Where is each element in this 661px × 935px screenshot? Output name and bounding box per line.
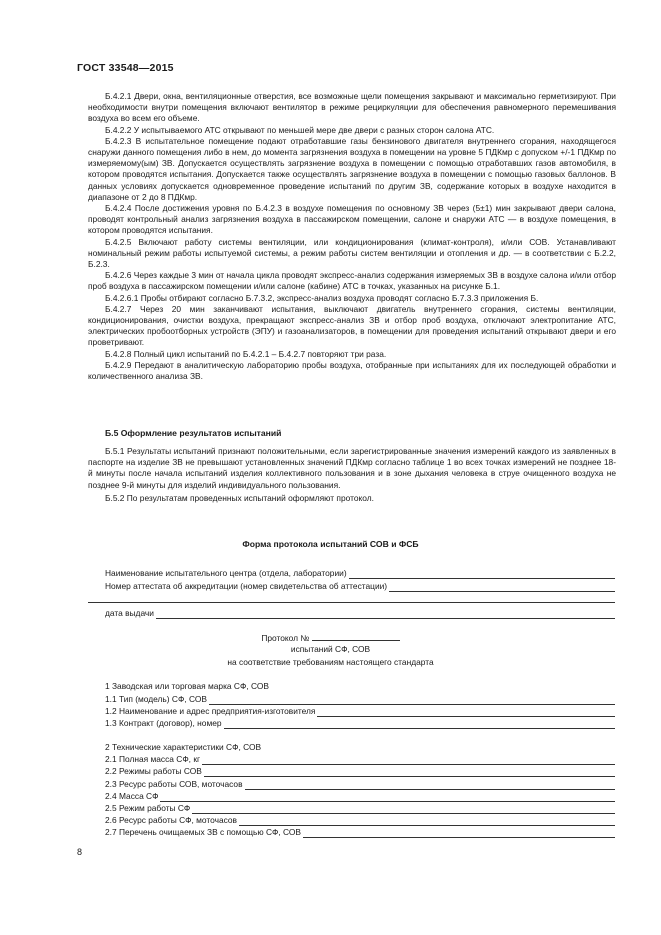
protocol-subtitle-2: на соответствие требованиям настоящего стандарта	[227, 657, 434, 667]
field-label: 1.3 Контракт (договор), номер	[105, 718, 222, 728]
sf-mass-field[interactable]	[105, 754, 615, 765]
brand-heading	[105, 681, 615, 692]
form-title: Форма протокола испытаний СОВ и ФСБ	[242, 539, 419, 549]
field-label: 1 Заводская или торговая марка СФ, СОВ	[105, 681, 269, 691]
tech-heading	[105, 742, 615, 753]
field-label: 2.7 Перечень очищаемых ЗВ с помощью СФ, СОВ	[105, 827, 302, 837]
results-text	[88, 446, 616, 504]
paragraph: Б.4.2.4 После достижения уровня по Б.4.2.3 в воздухе помещения по основному ЗВ через (5±1) мин закрывают двери салона, проводят контрольный анализ загрязнения воздуха в пассажирском помещении, салоне и снаружи АТС — в воздухе помещения, в котором проводятся испытания.	[88, 203, 616, 236]
fill-line	[192, 805, 615, 814]
pollutants-list-field[interactable]	[105, 827, 615, 838]
field-label: 2 Технические характеристики СФ, СОВ	[105, 742, 262, 752]
field-label: 2.6 Ресурс работы СФ, моточасов	[105, 815, 237, 825]
fill-line	[349, 570, 615, 579]
standard-header: ГОСТ 33548—2015	[77, 62, 174, 74]
center-name-field[interactable]	[105, 568, 615, 579]
protocol-number-blank	[312, 632, 400, 641]
sov-resource-field[interactable]	[105, 779, 615, 790]
paragraph: Б.4.2.2 У испытываемого АТС открывают по меньшей мере две двери с разных сторон салона АТС.	[105, 124, 495, 135]
paragraph: Б.4.2.3 В испытательное помещение подают отработавшие газы бензинового двигателя внутреннего сгорания, находящегося снаружи данного помещения либо в нем, до момента загрязнения воздуха в помещении на уровне 5 ПДКмр с допуском +/-1 ПДКмр по измеряемому(ым) ЗВ. Допускается осуществлять загрязнение воздуха в помещении с помощью отработавших газов автомобиля, в котором проводятся испытания. Допускается также осуществлять загрязнение воздуха в помещении с помощью газовых баллонов. В данных условиях допускается одновременное проведение испытаний по другим ЗВ, содержание которых в воздухе находится в диапазоне от 2 до 8 ПДКмр.	[88, 135, 616, 202]
section-title: Б.5 Оформление результатов испытаний	[105, 428, 282, 438]
field-label: 2.4 Масса СФ	[105, 791, 159, 801]
manufacturer-field[interactable]	[105, 706, 615, 717]
fill-line	[160, 793, 615, 802]
fill-line	[303, 829, 615, 838]
protocol-number[interactable]	[0, 632, 661, 644]
paragraph: Б.4.2.7 Через 20 мин заканчивают испытания, выключают двигатель внутреннего сгорания, системы вентиляции, кондиционирования, очистки воздуха, прекращают экспресс-анализ ЗВ и отбор проб воздуха, отключают электропитание АТС, электрических пробоотборных устройств (ЭПУ) и газоанализаторов, в помещении для проведения испытаний открывают двери и его проветривают.	[88, 303, 616, 348]
paragraph: Б.5.2 По результатам проведенных испытаний оформляют протокол.	[105, 492, 374, 503]
fill-line	[239, 817, 615, 826]
fill-line	[204, 768, 615, 777]
paragraph: Б.4.2.9 Передают в аналитическую лабораторию пробы воздуха, отобранные при испытаниях для их последующей обработки и количественного анализа ЗВ.	[88, 359, 616, 382]
field-label: Номер аттестата об аккредитации (номер свидетельства об аттестации)	[105, 581, 388, 591]
field-label: 2.3 Ресурс работы СОВ, моточасов	[105, 779, 243, 789]
field-label: 2.2 Режимы работы СОВ	[105, 766, 202, 776]
paragraph: Б.4.2.6 Через каждые 3 мин от начала цикла проводят экспресс-анализ содержания измеряемых ЗВ в воздухе салона и/или отбор проб воздуха в пассажирском помещении и/или салоне (кабине) АТС в точках, указанных на рисунке Б.1.	[88, 270, 616, 292]
paragraph: Б.4.2.5 Включают работу системы вентиляции, или кондиционирования (климат-контроля), и/или СОВ. Устанавливают номинальный режим работы испытуемой системы, а режим работы систем вентиляции и отопления и др. — в соответствии с Б.2.2, Б.2.3.	[88, 236, 616, 270]
paragraph: Б.4.2.8 Полный цикл испытаний по Б.4.2.1 – Б.4.2.7 повторяют три раза.	[105, 348, 387, 359]
fill-line	[156, 610, 615, 619]
paragraph: Б.5.1 Результаты испытаний признают положительными, если зарегистрированные значения измерений каждого из заявленных в паспорте на изделие ЗВ не превышают установленных значений ПДКмр согласно таблице 1 во всех точках измерений не позднее 18-й минуты после начала испытаний изделия коллективного пользования и в зоне дыхания человека в струе очищенного воздуха не позднее 9-й минуты для изделий индивидуального пользования.	[88, 446, 616, 490]
paragraph: Б.4.2.1 Двери, окна, вентиляционные отверстия, все возможные щели помещения закрывают и максимально герметизируют. При необходимости внутри помещения включают вентилятор в режиме рециркуляции для обеспечения равномерного перемешивания воздуха во всем его объеме.	[88, 91, 616, 124]
field-label: дата выдачи	[105, 608, 154, 618]
field-label: 1.2 Наименование и адрес предприятия-изготовителя	[105, 706, 316, 716]
type-field[interactable]	[105, 694, 615, 705]
contract-field[interactable]	[105, 718, 615, 729]
fill-line	[245, 781, 615, 790]
procedure-text	[88, 91, 616, 382]
protocol-label: Протокол №	[261, 633, 310, 643]
field-label: 2.5 Режим работы СФ	[105, 803, 191, 813]
issue-date-field[interactable]	[105, 608, 615, 619]
field-label: 1.1 Тип (модель) СФ, СОВ	[105, 694, 207, 704]
paragraph: Б.4.2.6.1 Пробы отбирают согласно Б.7.3.2, экспресс-анализ воздуха проводят согласно Б.7.3.3 приложения Б.	[105, 292, 539, 303]
attestat-field[interactable]	[105, 581, 615, 592]
protocol-subtitle: испытаний СФ, СОВ	[290, 644, 371, 654]
fill-line	[224, 720, 615, 729]
fill-line	[202, 756, 615, 765]
field-label: Наименование испытательного центра (отдела, лаборатории)	[105, 568, 347, 578]
fill-line	[317, 708, 615, 717]
sf-mode-field[interactable]	[105, 803, 615, 814]
fill-line	[88, 594, 615, 603]
fill-line	[209, 696, 615, 705]
sf-resource-field[interactable]	[105, 815, 615, 826]
attestat-continuation-line[interactable]	[88, 594, 615, 603]
field-label: 2.1 Полная масса СФ, кг	[105, 754, 201, 764]
sf-mass-2-field[interactable]	[105, 791, 615, 802]
page-number: 8	[77, 847, 83, 857]
fill-line	[389, 583, 615, 592]
sov-modes-field[interactable]	[105, 766, 615, 777]
